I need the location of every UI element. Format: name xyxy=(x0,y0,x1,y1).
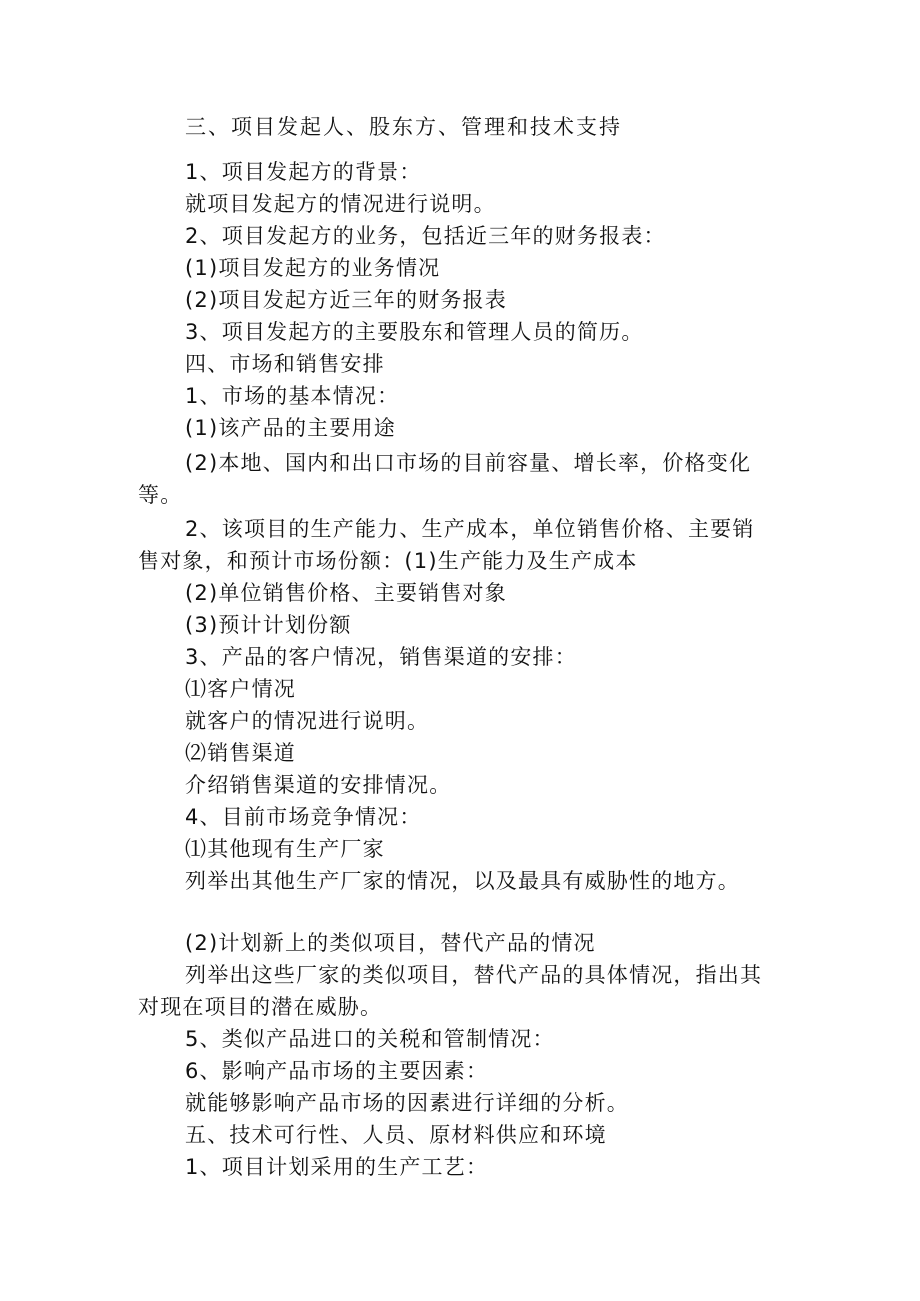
subsection-heading: 2、该项目的生产能力、生产成本，单位销售价格、主要销 xyxy=(185,517,755,541)
subsection-heading: 1、项目计划采用的生产工艺： xyxy=(185,1155,489,1179)
subsection-heading: 2、项目发起方的业务，包括近三年的财务报表： xyxy=(185,224,666,248)
paragraph-continuation: 等。 xyxy=(138,483,183,507)
section-heading: 五、技术可行性、人员、原材料供应和环境 xyxy=(185,1123,607,1147)
list-item: ⑴客户情况 xyxy=(185,677,296,701)
paragraph: 就客户的情况进行说明。 xyxy=(185,709,430,733)
subsection-heading: 3、项目发起方的主要股东和管理人员的简历。 xyxy=(185,320,644,344)
list-item: (2)本地、国内和出口市场的目前容量、增长率，价格变化 xyxy=(185,451,752,475)
list-item: (3)预计计划份额 xyxy=(185,613,352,637)
list-item: (2)计划新上的类似项目，替代产品的情况 xyxy=(185,931,596,955)
paragraph: 就能够影响产品市场的因素进行详细的分析。 xyxy=(185,1091,629,1115)
subsection-heading: 5、类似产品进口的关税和管制情况： xyxy=(185,1027,555,1051)
paragraph: 列举出其他生产厂家的情况，以及最具有威胁性的地方。 xyxy=(185,869,740,893)
list-item: (2)单位销售价格、主要销售对象 xyxy=(185,581,507,605)
list-item: (2)项目发起方近三年的财务报表 xyxy=(185,288,507,312)
subsection-heading: 4、目前市场竞争情况： xyxy=(185,805,422,829)
subsection-heading: 1、市场的基本情况： xyxy=(185,384,400,408)
list-item: ⑴其他现有生产厂家 xyxy=(185,837,385,861)
subsection-heading: 3、产品的客户情况，销售渠道的安排： xyxy=(185,645,577,669)
subsection-heading: 1、项目发起方的背景： xyxy=(185,160,422,184)
paragraph: 列举出这些厂家的类似项目，替代产品的具体情况，指出其 xyxy=(185,963,763,987)
paragraph-continuation: 售对象，和预计市场份额：(1)生产能力及生产成本 xyxy=(138,549,638,573)
section-heading: 四、市场和销售安排 xyxy=(185,352,385,376)
paragraph-continuation: 对现在项目的潜在威胁。 xyxy=(138,995,383,1019)
subsection-heading: 6、影响产品市场的主要因素： xyxy=(185,1059,489,1083)
list-item: (1)项目发起方的业务情况 xyxy=(185,256,441,280)
section-heading: 三、项目发起人、股东方、管理和技术支持 xyxy=(185,115,622,139)
paragraph: 就项目发起方的情况进行说明。 xyxy=(185,192,496,216)
list-item: ⑵销售渠道 xyxy=(185,741,296,765)
list-item: (1)该产品的主要用途 xyxy=(185,416,396,440)
paragraph: 介绍销售渠道的安排情况。 xyxy=(185,773,452,797)
